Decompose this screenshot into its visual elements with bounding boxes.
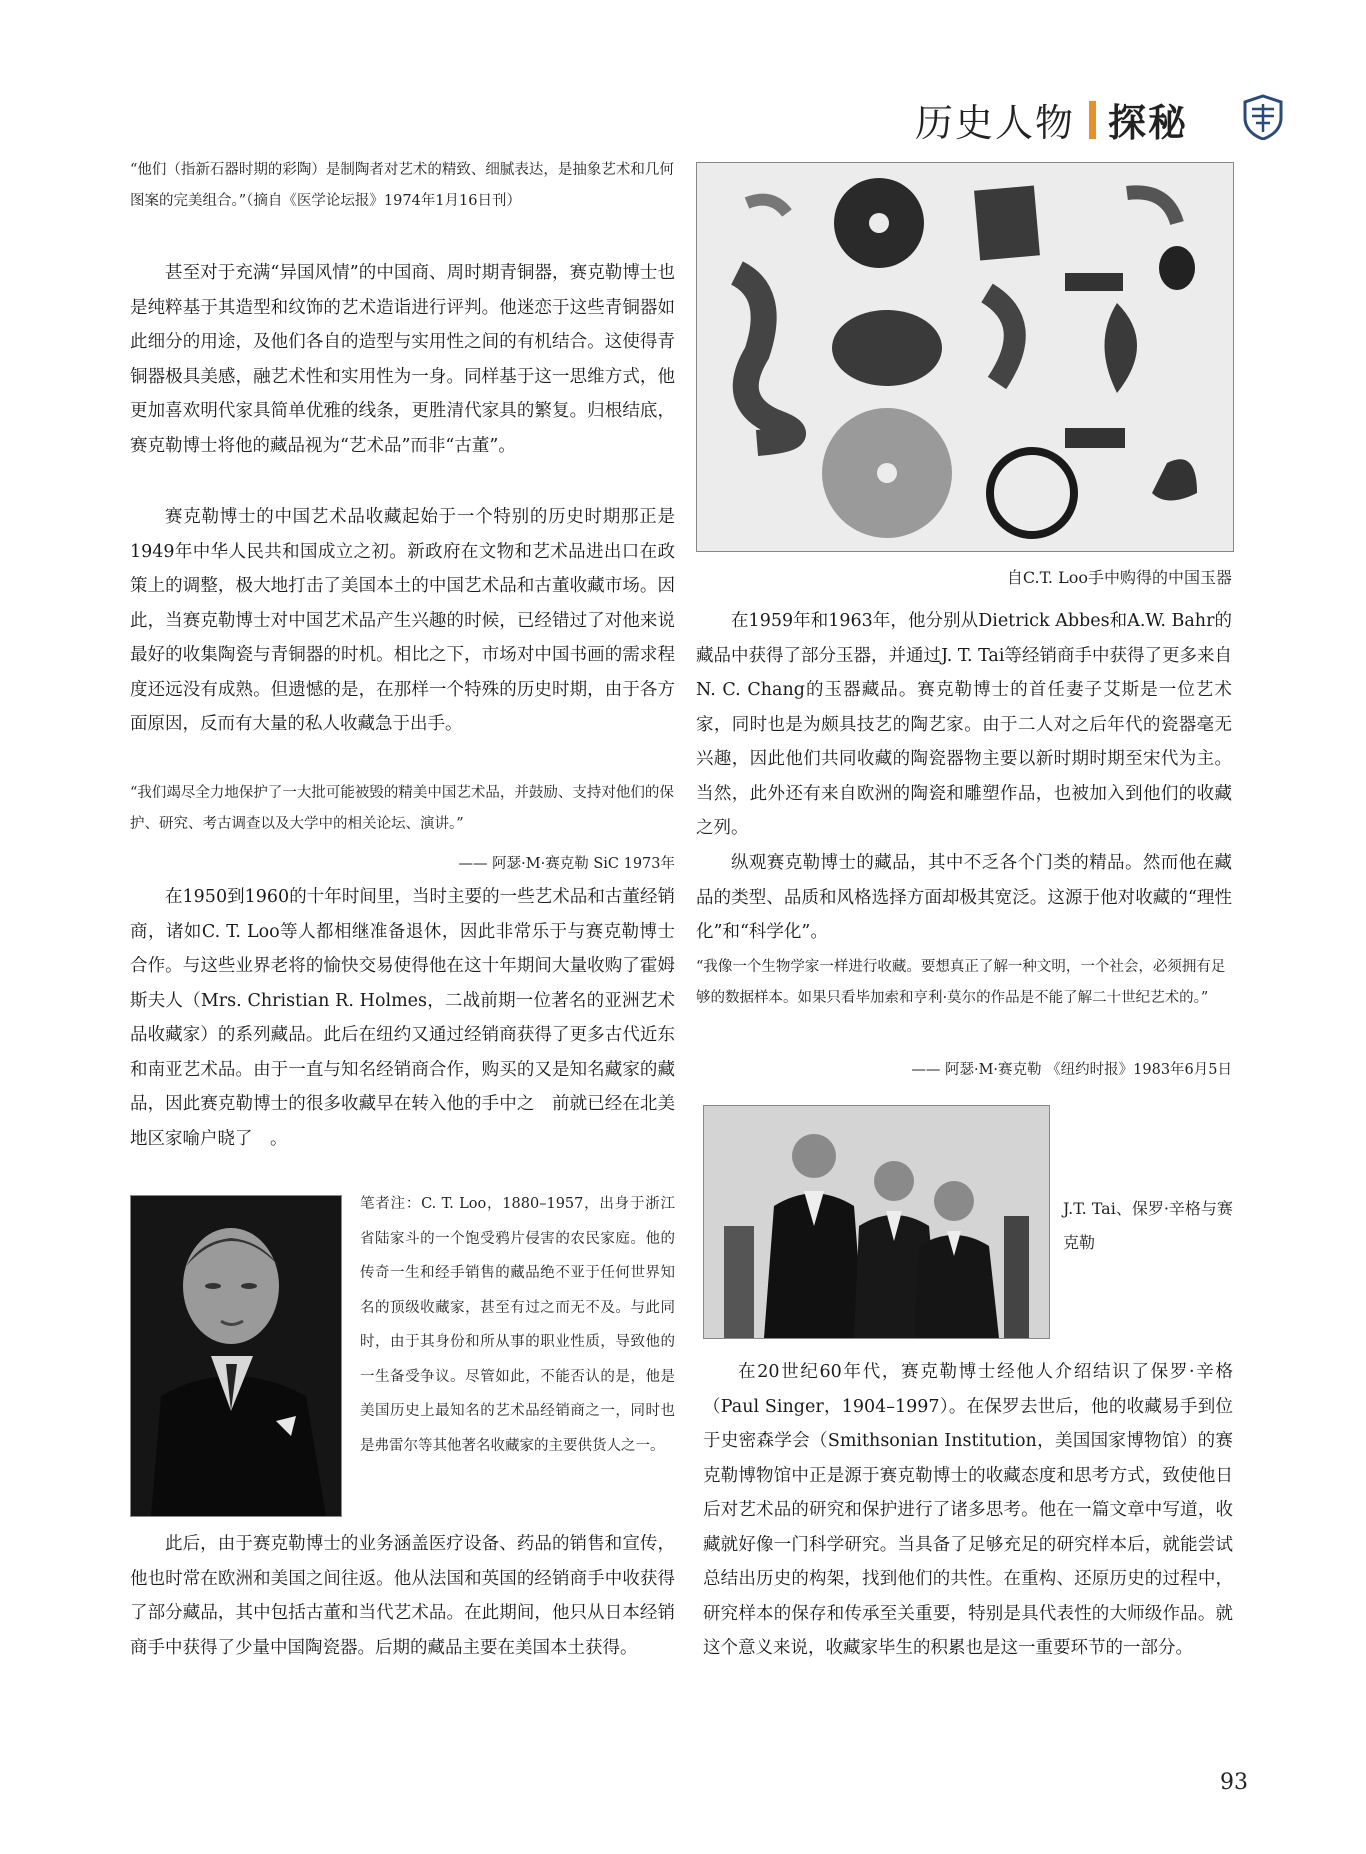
paragraph-text: 纵观赛克勒博士的藏品，其中不乏各个门类的精品。然而他在藏品的类型、品质和风格选择方面却极其宽泛。这源于他对收藏的“理性化”和“科学化”。 xyxy=(696,853,1232,942)
page-number: 93 xyxy=(1220,1770,1248,1795)
section-header xyxy=(915,92,1188,147)
ct-loo-portrait xyxy=(130,1195,342,1517)
opening-quote: “他们（指新石器时期的彩陶）是制陶者对艺术的精致、细腻表达，是抽象艺术和几何图案的完美组合。”（摘自《医学论坛报》1974年1月16日刊） xyxy=(130,162,674,209)
group-photo-caption: J.T. Tai、保罗·辛格与赛克勒 xyxy=(1063,1199,1233,1252)
right-paragraph-3 xyxy=(703,1355,1233,1666)
paragraph-text: 赛克勒博士的中国艺术品收藏起始于一个特别的历史时期那正是1949年中华人民共和国成立之初。新政府在文物和艺术品进出口在政策上的调整，极大地打击了美国本土的中国艺术品和古董收藏市场。因此，当赛克勒博士对中国艺术品产生兴趣的时候，已经错过了对他来说最好的收集陶瓷与青铜器的时机。相比之下，市场对中国书画的需求程度还远没有成熟。但遗憾的是，在那样一个特殊的历史时期，由于各方面原因，反而有大量的私人收藏急于出手。 xyxy=(130,507,675,734)
right-paragraph-2 xyxy=(696,846,1232,950)
paragraph-text: 此后，由于赛克勒博士的业务涵盖医疗设备、药品的销售和宣传，他也时常在欧洲和美国之间往返。他从法国和英国的经销商手中收获得了部分藏品，其中包括古董和当代艺术品。在此期间，他只从日本经销商手中获得了少量中国陶瓷器。后期的藏品主要在美国本土获得。 xyxy=(130,1534,675,1658)
portrait-illustration xyxy=(131,1196,341,1516)
right-paragraph-1 xyxy=(696,604,1232,846)
section-subtitle: 探秘 xyxy=(1107,101,1188,145)
quote-signature-1983: —— 阿瑟·M·赛克勒 《纽约时报》1983年6月5日 xyxy=(911,1062,1232,1078)
paragraph-text: 在1959年和1963年，他分别从Dietrick Abbes和A.W. Bahr的藏品中获得了部分玉器，并通过J. T. Tai等经销商手中获得了更多来自N. C. Chang的玉器藏品。赛克勒博士的首任妻子艾斯是一位艺术家，同时也是为颇具技艺的陶艺家。由于二人对之后年代的瓷器毫无兴趣，因此他们共同收藏的陶瓷器物主要以新时期时期至宋代为主。当然，此外还有来自欧洲的陶瓷和雕塑作品，也被加入到他们的收藏之列。 xyxy=(696,611,1232,838)
jade-photo-caption: 自C.T. Loo手中购得的中国玉器 xyxy=(1006,568,1232,587)
left-paragraph-3 xyxy=(130,880,675,1156)
paragraph-text: 甚至对于充满“异国风情”的中国商、周时期青铜器，赛克勒博士也是纯粹基于其造型和纹饰的艺术造诣进行评判。他迷恋于这些青铜器如此细分的用途，及他们各自的造型与实用性之间的有机结合。这使得青铜器极具美感，融艺术性和实用性为一身。同样基于这一思维方式，他更加喜欢明代家具简单优雅的线条，更胜清代家具的繁复。归根结底，赛克勒博士将他的藏品视为“艺术品”而非“古董”。 xyxy=(130,263,675,456)
section-title: 历史人物 xyxy=(914,101,1075,145)
left-paragraph-4 xyxy=(130,1527,675,1665)
sackler-quote-1973: “我们竭尽全力地保护了一大批可能被毁的精美中国艺术品，并鼓励、支持对他们的保护、研究、考古调查以及大学中的相关论坛、演讲。” xyxy=(130,785,674,832)
header-divider xyxy=(1089,101,1096,139)
shield-logo-icon xyxy=(1242,94,1284,140)
sackler-quote-1983: “我像一个生物学家一样进行收藏。要想真正了解一种文明，一个社会，必须拥有足够的数据样本。如果只看毕加索和亨利·莫尔的作品是不能了解二十世纪艺术的。” xyxy=(696,959,1226,1006)
paragraph-text: 在20世纪60年代，赛克勒博士经他人介绍结识了保罗·辛格（Paul Singer，1904–1997）。在保罗去世后，他的收藏易手到位于史密森学会（Smithsonian Institution，美国国家博物馆）的赛克勒博物馆中正是源于赛克勒博士的收藏态度和思考方式，致使他日后对艺术品的研究和保护进行了诸多思考。他在一篇文章中写道，收藏就好像一门科学研究。当具备了足够充足的研究样本后，就能尝试总结出历史的构架，找到他们的共性。在重构、还原历史的过程中，研究样本的保存和传承至关重要，特别是具代表性的大师级作品。就这个意义来说，收藏家毕生的积累也是这一重要环节的一部分。 xyxy=(703,1362,1233,1658)
group-photo xyxy=(703,1105,1050,1339)
left-paragraph-1 xyxy=(130,256,675,463)
jade-illustration xyxy=(697,163,1233,551)
left-paragraph-2 xyxy=(130,500,675,742)
author-note: 笔者注：C. T. Loo，1880–1957，出身于浙江省陆家斗的一个饱受鸦片侵害的农民家庭。他的传奇一生和经手销售的藏品绝不亚于任何世界知名的顶级收藏家，甚至有过之而无不及。与此同时，由于其身份和所从事的职业性质，导致他的一生备受争议。尽管如此，不能否认的是，他是美国历史上最知名的艺术品经销商之一，同时也是弗雷尔等其他著名收藏家的主要供货人之一。 xyxy=(360,1196,675,1454)
paragraph-text: 在1950到1960的十年时间里，当时主要的一些艺术品和古董经销商，诸如C. T. Loo等人都相继准备退休，因此非常乐于与赛克勒博士合作。与这些业界老将的愉快交易使得他在这十年期间大量收购了霍姆斯夫人（Mrs. Christian R. Holmes，二战前期一位著名的亚洲艺术品收藏家）的系列藏品。此后在纽约又通过经销商获得了更多古代近东和南亚艺术品。由于一直与知名经销商合作，购买的又是知名藏家的藏品，因此赛克勒博士的很多收藏早在转入他的手中之 前就已经在北美地区家喻户晓了 。 xyxy=(130,887,675,1149)
quote-signature-1973: —— 阿瑟·M·赛克勒 SiC 1973年 xyxy=(458,856,675,872)
group-illustration xyxy=(704,1106,1049,1338)
jade-collection-photo xyxy=(696,162,1234,552)
